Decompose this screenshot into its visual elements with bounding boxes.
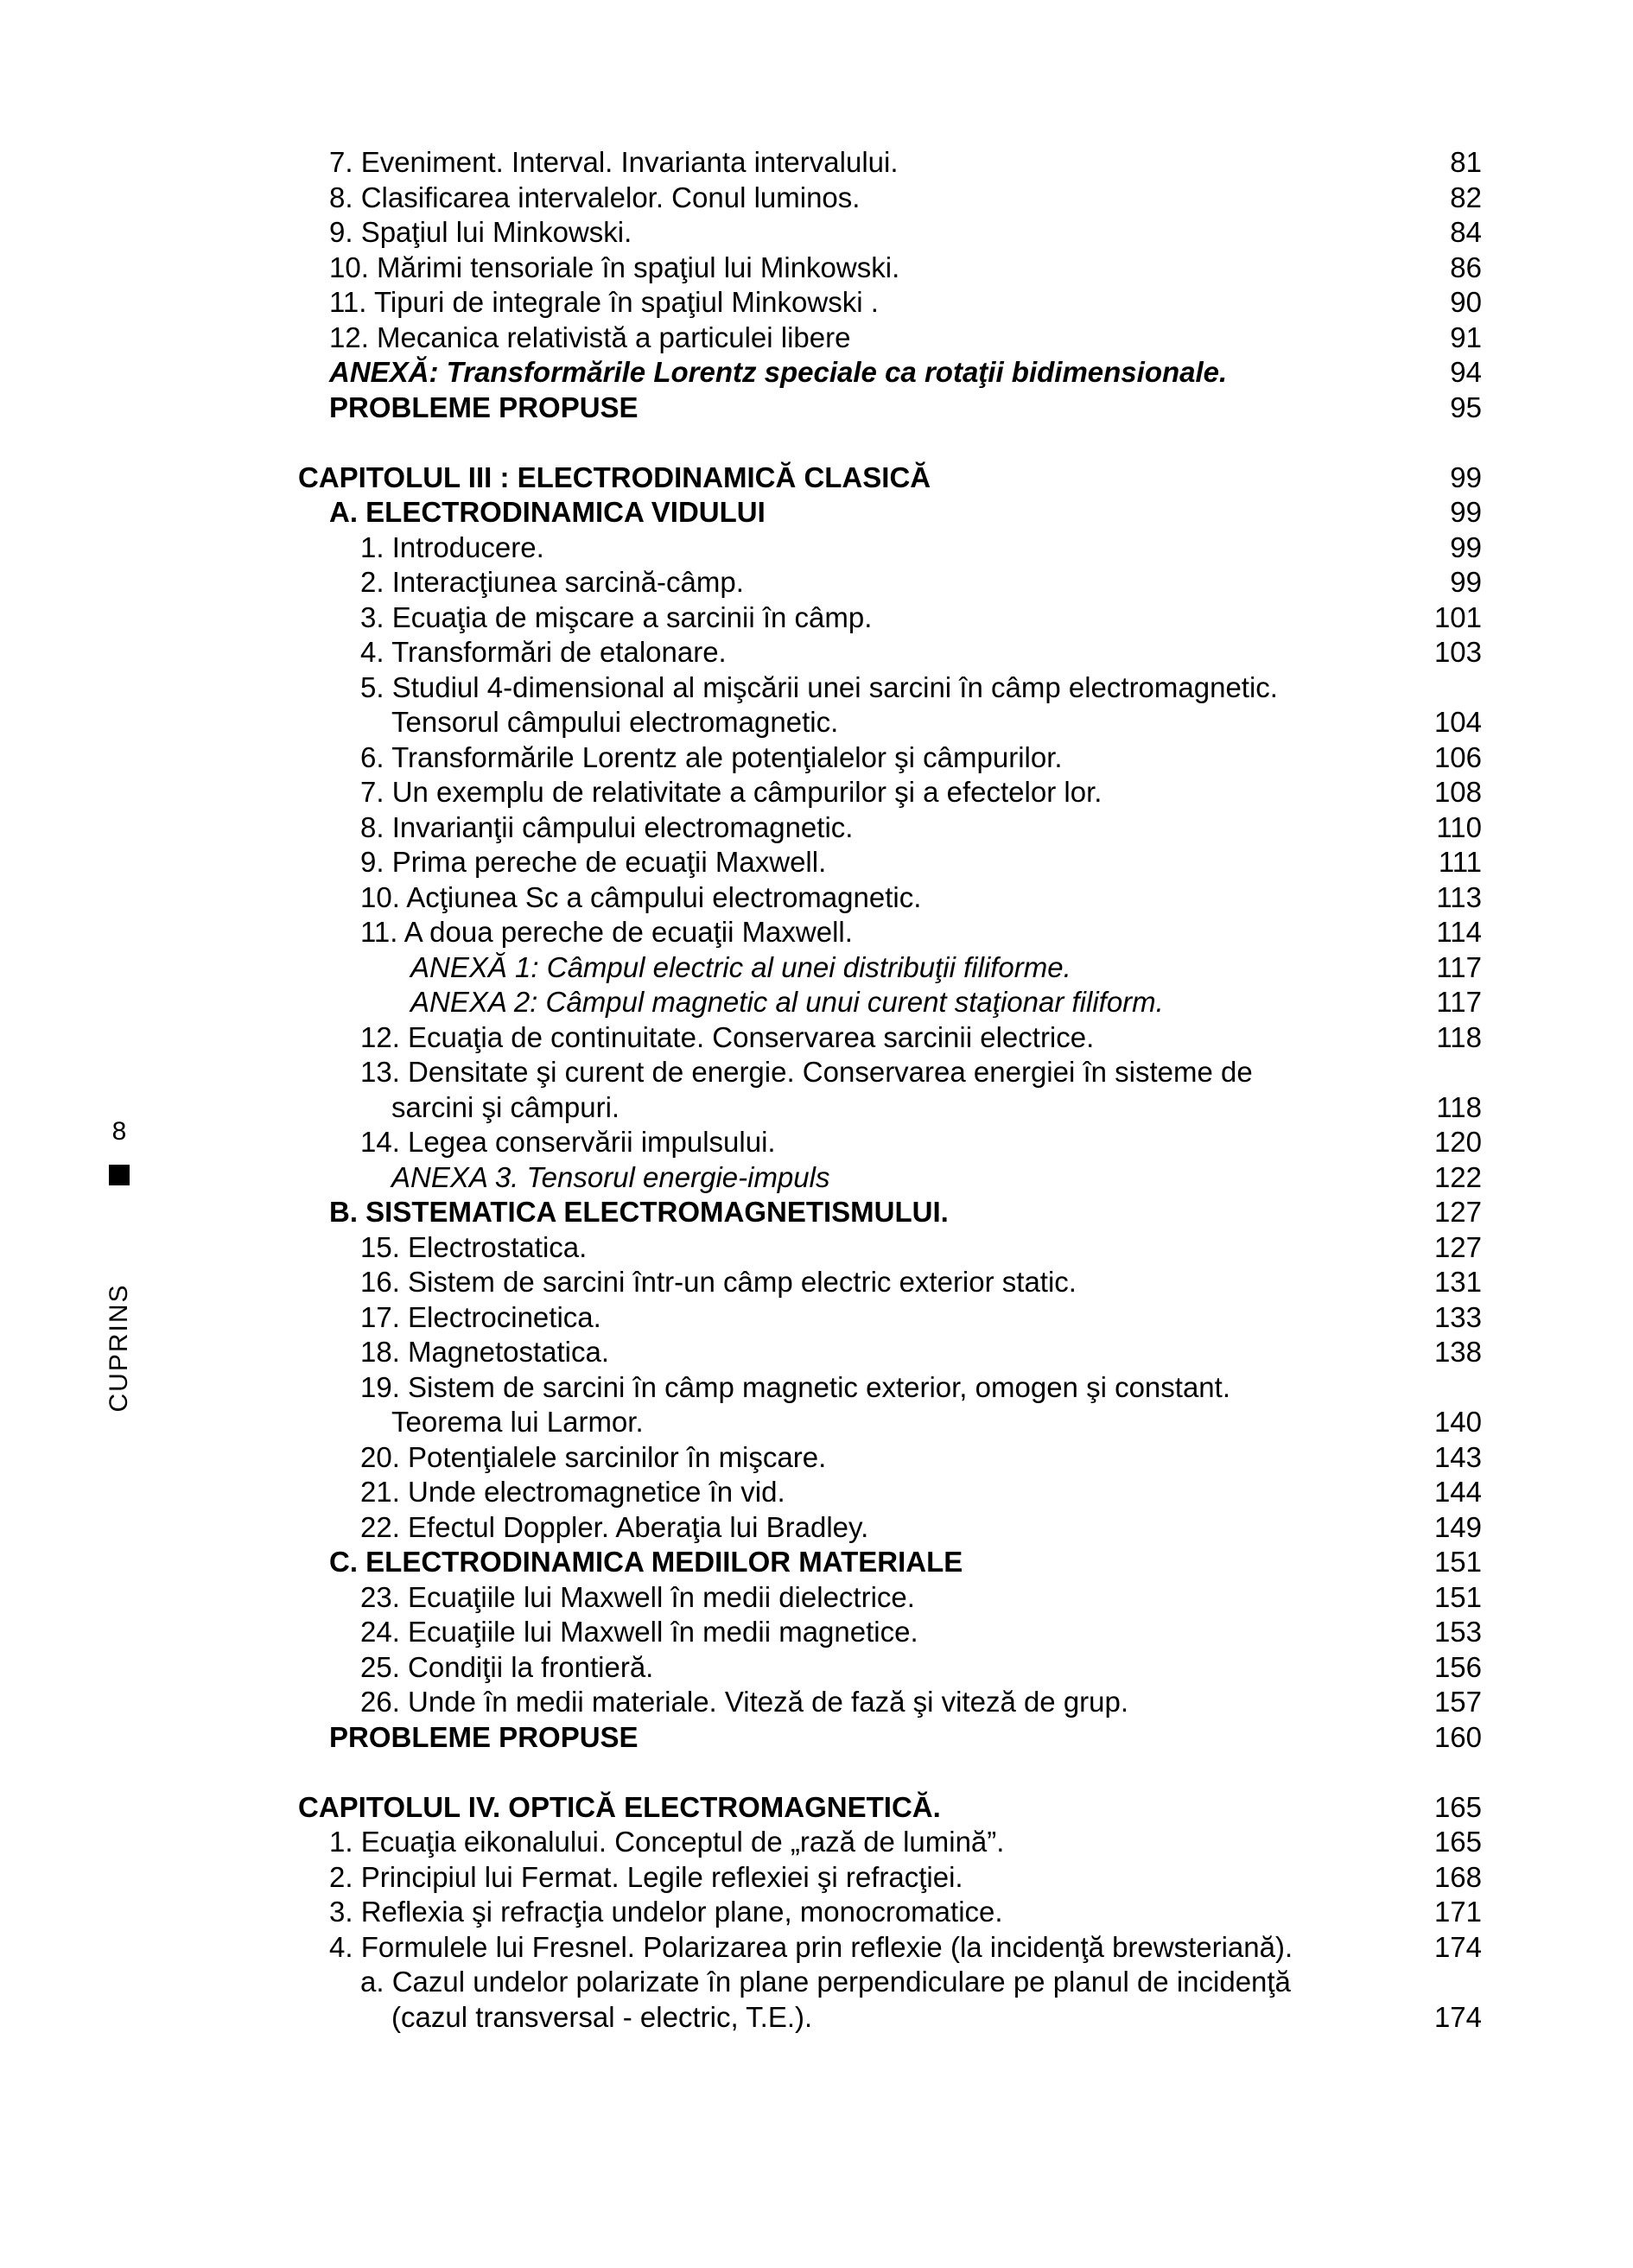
toc-entry-title: 7. Un exemplu de relativitate a câmpurilor şi a efectelor lor. bbox=[360, 776, 1102, 808]
toc-entry-page: 131 bbox=[1433, 1266, 1482, 1298]
toc-entry bbox=[298, 810, 1482, 846]
toc-entry-title: 8. Invarianţii câmpului electromagnetic. bbox=[360, 810, 854, 843]
toc-entry bbox=[298, 1930, 1482, 1966]
toc-entry bbox=[298, 181, 1482, 216]
toc-entry bbox=[298, 1860, 1482, 1896]
toc-entry bbox=[298, 1965, 1482, 2000]
toc-entry-title: 6. Transformările Lorentz ale potenţialelor şi câmpurilor. bbox=[360, 740, 1063, 773]
toc-entry bbox=[298, 1650, 1482, 1686]
toc-entry-page: 174 bbox=[1433, 2000, 1482, 2033]
toc-entry-page: 151 bbox=[1433, 1546, 1482, 1578]
toc-entry bbox=[298, 1195, 1482, 1230]
toc-entry-title: 21. Unde electromagnetice în vid. bbox=[360, 1476, 785, 1508]
toc-entry-page: 149 bbox=[1433, 1510, 1482, 1543]
toc-entry-page: 165 bbox=[1433, 1826, 1482, 1858]
toc-entry-page: 151 bbox=[1433, 1580, 1482, 1613]
toc-entry-page: 101 bbox=[1433, 600, 1482, 633]
toc-entry-page: 171 bbox=[1433, 1896, 1482, 1928]
toc-entry bbox=[298, 1440, 1482, 1476]
toc-entry bbox=[298, 1055, 1482, 1090]
section-label: CUPRINS bbox=[105, 1283, 133, 1413]
toc-entry bbox=[298, 1790, 1482, 1826]
toc-entry-page: 114 bbox=[1436, 916, 1482, 948]
toc-entry-page: 157 bbox=[1433, 1686, 1482, 1718]
toc-entry-page: 95 bbox=[1450, 391, 1482, 423]
toc-entry bbox=[298, 321, 1482, 356]
toc-entry-page: 118 bbox=[1436, 1020, 1482, 1053]
toc-entry-title: 11. Tipuri de integrale în spaţiul Minkowski . bbox=[329, 286, 879, 318]
toc-entry-page: 133 bbox=[1433, 1300, 1482, 1333]
toc-entry-page: 104 bbox=[1433, 706, 1482, 738]
toc-entry bbox=[298, 1475, 1482, 1510]
toc-entry-title: 4. Transformări de etalonare. bbox=[360, 636, 727, 668]
toc-entry-page: 117 bbox=[1436, 950, 1482, 983]
toc-entry-title: PROBLEME PROPUSE bbox=[329, 1720, 639, 1753]
toc-entry-page: 103 bbox=[1433, 636, 1482, 668]
toc-entry-title: 5. Studiul 4-dimensional al mişcării unei sarcini în câmp electromagnetic. bbox=[360, 670, 1278, 703]
toc-entry bbox=[298, 1895, 1482, 1930]
toc-entry-page: 144 bbox=[1433, 1476, 1482, 1508]
toc-entry bbox=[298, 1580, 1482, 1616]
toc-entry-page: 82 bbox=[1450, 181, 1482, 213]
toc-entry-title: C. ELECTRODINAMICA MEDIILOR MATERIALE bbox=[329, 1546, 963, 1578]
toc-entry-page: 138 bbox=[1433, 1336, 1482, 1368]
toc-entry-page: 127 bbox=[1433, 1230, 1482, 1263]
toc-entry bbox=[298, 461, 1482, 496]
toc-entry bbox=[298, 391, 1482, 426]
toc-entry-title: 13. Densitate şi curent de energie. Conservarea energiei în sisteme de bbox=[360, 1056, 1253, 1088]
toc-entry-page: 111 bbox=[1438, 846, 1482, 878]
square-marker bbox=[109, 1165, 130, 1185]
toc-entry bbox=[298, 915, 1482, 950]
toc-entry bbox=[298, 1265, 1482, 1300]
toc-entry-title: 14. Legea conservării impulsului. bbox=[360, 1126, 776, 1158]
toc-entry-title: a. Cazul undelor polarizate în plane perpendiculare pe planul de incidenţă bbox=[360, 1966, 1291, 1998]
toc-entry bbox=[298, 1510, 1482, 1546]
side-margin bbox=[93, 1115, 145, 1477]
toc-entry bbox=[298, 740, 1482, 776]
toc-entry-page: 127 bbox=[1433, 1196, 1482, 1228]
toc-entry-title: 1. Ecuaţia eikonalului. Conceptul de „rază de lumină”. bbox=[329, 1826, 1005, 1858]
toc-entry-page: 86 bbox=[1450, 251, 1482, 283]
toc-entry-page: 99 bbox=[1450, 461, 1482, 493]
toc-entry-title: 3. Reflexia şi refracţia undelor plane, monocromatice. bbox=[329, 1896, 1003, 1928]
toc-entry-title: 11. A doua pereche de ecuaţii Maxwell. bbox=[360, 916, 853, 948]
toc-entry-title: (cazul transversal - electric, T.E.). bbox=[391, 2000, 813, 2033]
toc-entry-title: 4. Formulele lui Fresnel. Polarizarea prin reflexie (la incidenţă brewsteriană). bbox=[329, 1930, 1293, 1963]
toc-entry-page: 81 bbox=[1450, 146, 1482, 178]
toc-entry-title: 12. Ecuaţia de continuitate. Conservarea sarcinii electrice. bbox=[360, 1020, 1095, 1053]
toc-entry-page: 94 bbox=[1450, 356, 1482, 388]
toc-entry-title: 1. Introducere. bbox=[360, 530, 544, 563]
toc-entry-page: 168 bbox=[1433, 1860, 1482, 1893]
toc-entry-title: B. SISTEMATICA ELECTROMAGNETISMULUI. bbox=[329, 1196, 949, 1228]
toc-entry bbox=[298, 215, 1482, 251]
toc-entry-page: 153 bbox=[1433, 1616, 1482, 1648]
toc-entry-title: 22. Efectul Doppler. Aberaţia lui Bradley. bbox=[360, 1510, 869, 1543]
toc-entry-page: 90 bbox=[1450, 286, 1482, 318]
toc-entry bbox=[298, 1825, 1482, 1860]
toc-entry-page: 99 bbox=[1450, 530, 1482, 563]
toc-entry bbox=[298, 985, 1482, 1020]
toc-entry-page: 99 bbox=[1450, 566, 1482, 598]
toc-entry bbox=[298, 530, 1482, 566]
toc-entry bbox=[298, 1230, 1482, 1266]
toc-entry bbox=[298, 1545, 1482, 1580]
toc-entry bbox=[298, 1125, 1482, 1160]
toc-entry bbox=[298, 670, 1482, 706]
toc-entry-title: 12. Mecanica relativistă a particulei libere bbox=[329, 321, 851, 353]
toc-entry bbox=[298, 1685, 1482, 1720]
toc-entry-title: 24. Ecuaţiile lui Maxwell în medii magnetice. bbox=[360, 1616, 918, 1648]
toc-entry-title: ANEXĂ: Transformările Lorentz speciale ca rotaţii bidimensionale. bbox=[329, 356, 1228, 388]
toc-entry bbox=[298, 1720, 1482, 1756]
toc-entry bbox=[298, 1160, 1482, 1196]
toc-entry bbox=[298, 1615, 1482, 1650]
toc-entry-title: ANEXA 2: Câmpul magnetic al unui curent staţionar filiform. bbox=[410, 986, 1164, 1018]
toc-entry bbox=[298, 355, 1482, 391]
toc-entry-title: 20. Potenţialele sarcinilor în mişcare. bbox=[360, 1440, 827, 1473]
toc-entry-page: 91 bbox=[1450, 321, 1482, 353]
toc-entry-page: 165 bbox=[1433, 1790, 1482, 1823]
toc-entry-title: 23. Ecuaţiile lui Maxwell în medii dielectrice. bbox=[360, 1580, 915, 1613]
toc-entry-title: 10. Acţiunea Sc a câmpului electromagnetic. bbox=[360, 880, 922, 913]
toc-entry-title: CAPITOLUL III : ELECTRODINAMICĂ CLASICĂ bbox=[298, 461, 931, 493]
toc-entry bbox=[298, 251, 1482, 286]
toc-entry-page: 174 bbox=[1433, 1930, 1482, 1963]
toc-entry-title: Teorema lui Larmor. bbox=[391, 1406, 644, 1438]
toc-entry-title: 25. Condiţii la frontieră. bbox=[360, 1650, 654, 1683]
toc-entry-page: 117 bbox=[1436, 986, 1482, 1018]
toc-entry-title: PROBLEME PROPUSE bbox=[329, 391, 639, 423]
toc-entry-title: 26. Unde în medii materiale. Viteză de fază şi viteză de grup. bbox=[360, 1686, 1129, 1718]
toc-entry-title: ANEXĂ 1: Câmpul electric al unei distribuţii filiforme. bbox=[410, 950, 1071, 983]
toc-entry-title: 9. Prima pereche de ecuaţii Maxwell. bbox=[360, 846, 827, 878]
toc-entry-title: sarcini şi câmpuri. bbox=[391, 1090, 620, 1123]
toc-entry bbox=[298, 880, 1482, 916]
toc-entry-page: 110 bbox=[1436, 810, 1482, 843]
toc-entry-title: 16. Sistem de sarcini într-un câmp electric exterior static. bbox=[360, 1266, 1077, 1298]
toc-entry-title: 19. Sistem de sarcini în câmp magnetic exterior, omogen şi constant. bbox=[360, 1370, 1230, 1403]
toc-entry-page: 99 bbox=[1450, 496, 1482, 528]
toc-entry bbox=[298, 600, 1482, 636]
toc-entry-page: 122 bbox=[1433, 1160, 1482, 1193]
toc-entry bbox=[298, 1405, 1482, 1440]
toc-entry-title: Tensorul câmpului electromagnetic. bbox=[391, 706, 839, 738]
toc-entry bbox=[298, 705, 1482, 740]
toc-entry-title: ANEXA 3. Tensorul energie-impuls bbox=[391, 1160, 830, 1193]
toc-entry bbox=[298, 2000, 1482, 2036]
toc-entry bbox=[298, 1020, 1482, 1056]
toc-entry-page: 140 bbox=[1433, 1406, 1482, 1438]
toc-entry-title: 2. Principiul lui Fermat. Legile reflexiei şi refracţiei. bbox=[329, 1860, 963, 1893]
spacer bbox=[298, 1755, 1482, 1790]
toc-entry-title: A. ELECTRODINAMICA VIDULUI bbox=[329, 496, 766, 528]
toc-entry-title: 9. Spaţiul lui Minkowski. bbox=[329, 216, 632, 248]
toc-entry-title: 17. Electrocinetica. bbox=[360, 1300, 601, 1333]
toc-entry bbox=[298, 565, 1482, 600]
toc-entry-page: 84 bbox=[1450, 216, 1482, 248]
toc-entry bbox=[298, 635, 1482, 670]
toc-entry bbox=[298, 950, 1482, 986]
toc-entry-title: 8. Clasificarea intervalelor. Conul luminos. bbox=[329, 181, 861, 213]
toc-entry bbox=[298, 1300, 1482, 1336]
toc-entry bbox=[298, 1335, 1482, 1370]
toc-entry-title: 10. Mărimi tensoriale în spaţiul lui Minkowski. bbox=[329, 251, 900, 283]
toc-entry-page: 120 bbox=[1433, 1126, 1482, 1158]
toc-entry-title: 3. Ecuaţia de mişcare a sarcinii în câmp. bbox=[360, 600, 873, 633]
toc-entry-page: 106 bbox=[1433, 740, 1482, 773]
toc-entry bbox=[298, 285, 1482, 321]
toc-entry bbox=[298, 1090, 1482, 1126]
toc-entry-page: 156 bbox=[1433, 1650, 1482, 1683]
toc-entry-page: 118 bbox=[1436, 1090, 1482, 1123]
toc-entry-title: 18. Magnetostatica. bbox=[360, 1336, 610, 1368]
table-of-contents bbox=[298, 145, 1482, 2035]
page-number: 8 bbox=[111, 1117, 127, 1146]
toc-entry-page: 160 bbox=[1433, 1720, 1482, 1753]
toc-entry-page: 143 bbox=[1433, 1440, 1482, 1473]
toc-entry bbox=[298, 845, 1482, 880]
toc-entry bbox=[298, 775, 1482, 810]
spacer bbox=[298, 425, 1482, 461]
toc-entry-title: 7. Eveniment. Interval. Invarianta intervalului. bbox=[329, 146, 899, 178]
toc-entry bbox=[298, 495, 1482, 530]
toc-entry bbox=[298, 1370, 1482, 1406]
toc-entry-page: 108 bbox=[1433, 776, 1482, 808]
toc-entry-page: 113 bbox=[1436, 880, 1482, 913]
toc-entry-title: CAPITOLUL IV. OPTICĂ ELECTROMAGNETICĂ. bbox=[298, 1790, 941, 1823]
toc-entry-title: 2. Interacţiunea sarcină-câmp. bbox=[360, 566, 744, 598]
toc-entry-title: 15. Electrostatica. bbox=[360, 1230, 588, 1263]
toc-entry bbox=[298, 145, 1482, 181]
